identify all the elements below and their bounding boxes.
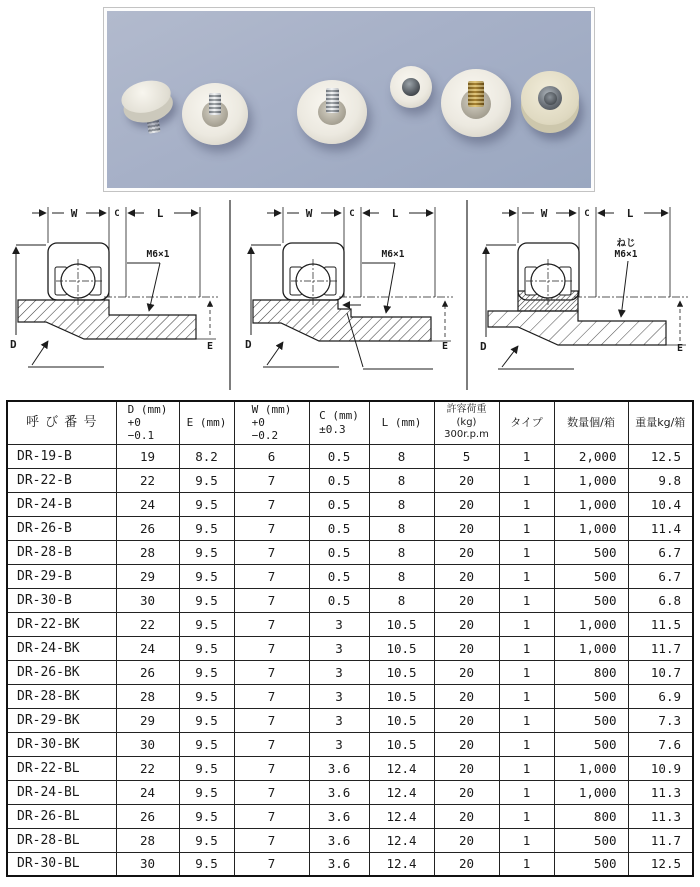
column-header: 数量個/箱: [554, 401, 628, 444]
value-cell: 1,000: [554, 468, 628, 492]
value-cell: 3: [309, 708, 369, 732]
spec-table-header-row: [7, 401, 693, 444]
value-cell: 11.3: [628, 804, 693, 828]
value-cell: 7: [234, 828, 309, 852]
value-cell: 500: [554, 540, 628, 564]
table-row: [7, 684, 693, 708]
value-cell: 20: [434, 780, 499, 804]
value-cell: 1,000: [554, 756, 628, 780]
value-cell: 1: [499, 564, 554, 588]
value-cell: 9.5: [179, 828, 234, 852]
technical-diagrams: [0, 199, 700, 391]
value-cell: 20: [434, 852, 499, 876]
dim-label-c: C: [349, 209, 355, 219]
value-cell: 9.5: [179, 492, 234, 516]
value-cell: 10.5: [369, 732, 434, 756]
table-row: [7, 588, 693, 612]
value-cell: 9.5: [179, 540, 234, 564]
value-cell: 20: [434, 636, 499, 660]
value-cell: 29: [116, 708, 179, 732]
value-cell: 24: [116, 636, 179, 660]
value-cell: 3.6: [309, 780, 369, 804]
part-number-cell: DR-19-B: [7, 444, 116, 468]
part-number-cell: DR-26-BK: [7, 660, 116, 684]
value-cell: 3: [309, 684, 369, 708]
value-cell: 3.6: [309, 828, 369, 852]
value-cell: 10.5: [369, 612, 434, 636]
value-cell: 9.5: [179, 684, 234, 708]
value-cell: 0.5: [309, 564, 369, 588]
part-number-cell: DR-29-BK: [7, 708, 116, 732]
value-cell: 6.8: [628, 588, 693, 612]
dim-label-c: C: [584, 209, 590, 219]
value-cell: 9.5: [179, 660, 234, 684]
value-cell: 11.3: [628, 780, 693, 804]
value-cell: 1: [499, 540, 554, 564]
value-cell: 3: [309, 612, 369, 636]
value-cell: 10.5: [369, 708, 434, 732]
dim-label-w: W: [540, 207, 548, 220]
value-cell: 1,000: [554, 780, 628, 804]
value-cell: 9.5: [179, 516, 234, 540]
diagram-type-bl: [478, 199, 696, 391]
value-cell: 3: [309, 660, 369, 684]
value-cell: 7: [234, 804, 309, 828]
value-cell: 8: [369, 468, 434, 492]
table-row: [7, 516, 693, 540]
table-row: [7, 828, 693, 852]
value-cell: 8: [369, 540, 434, 564]
table-row: [7, 564, 693, 588]
part-number-cell: DR-28-BL: [7, 828, 116, 852]
diagram-type-bk: [243, 199, 461, 391]
value-cell: 7: [234, 516, 309, 540]
photo-roller-4-screw-head: [402, 78, 420, 96]
thread-prefix-label: ねじ: [616, 238, 636, 249]
value-cell: 1: [499, 780, 554, 804]
value-cell: 12.4: [369, 780, 434, 804]
value-cell: 7: [234, 852, 309, 876]
table-row: [7, 732, 693, 756]
dim-label-d: D: [480, 340, 487, 353]
value-cell: 10.7: [628, 660, 693, 684]
value-cell: 22: [116, 468, 179, 492]
value-cell: 20: [434, 804, 499, 828]
dim-label-l: L: [391, 207, 399, 220]
value-cell: 3: [309, 636, 369, 660]
value-cell: 1: [499, 852, 554, 876]
value-cell: 20: [434, 516, 499, 540]
table-row: [7, 468, 693, 492]
value-cell: 22: [116, 756, 179, 780]
value-cell: 19: [116, 444, 179, 468]
table-row: [7, 804, 693, 828]
value-cell: 7: [234, 564, 309, 588]
value-cell: 1: [499, 660, 554, 684]
part-number-cell: DR-30-B: [7, 588, 116, 612]
value-cell: 1: [499, 684, 554, 708]
value-cell: 20: [434, 828, 499, 852]
value-cell: 28: [116, 684, 179, 708]
part-number-cell: DR-30-BL: [7, 852, 116, 876]
table-row: [7, 660, 693, 684]
value-cell: 20: [434, 588, 499, 612]
value-cell: 1,000: [554, 612, 628, 636]
value-cell: 2,000: [554, 444, 628, 468]
value-cell: 20: [434, 564, 499, 588]
value-cell: 20: [434, 732, 499, 756]
value-cell: 10.5: [369, 684, 434, 708]
column-header: W (mm) +0 −0.2: [234, 401, 309, 444]
diagram-divider: [229, 200, 231, 390]
value-cell: 9.5: [179, 732, 234, 756]
value-cell: 12.4: [369, 828, 434, 852]
value-cell: 7.6: [628, 732, 693, 756]
value-cell: 800: [554, 660, 628, 684]
value-cell: 1: [499, 444, 554, 468]
value-cell: 11.7: [628, 636, 693, 660]
table-row: [7, 612, 693, 636]
value-cell: 1: [499, 492, 554, 516]
value-cell: 9.5: [179, 564, 234, 588]
value-cell: 3.6: [309, 804, 369, 828]
column-header: タイプ: [499, 401, 554, 444]
spec-table-body: [7, 444, 693, 876]
value-cell: 500: [554, 564, 628, 588]
part-number-cell: DR-24-BL: [7, 780, 116, 804]
product-photo-background: [107, 11, 591, 188]
value-cell: 0.5: [309, 492, 369, 516]
value-cell: 12.5: [628, 444, 693, 468]
photo-roller-3-stud: [326, 88, 339, 113]
table-row: [7, 756, 693, 780]
value-cell: 0.5: [309, 588, 369, 612]
dim-label-d: D: [10, 338, 17, 351]
column-header: C (mm) ±0.3: [309, 401, 369, 444]
value-cell: 11.7: [628, 828, 693, 852]
part-number-cell: DR-29-B: [7, 564, 116, 588]
value-cell: 1: [499, 516, 554, 540]
value-cell: 12.4: [369, 852, 434, 876]
dim-label-e: E: [441, 341, 449, 352]
part-number-cell: DR-28-B: [7, 540, 116, 564]
value-cell: 26: [116, 660, 179, 684]
value-cell: 7: [234, 780, 309, 804]
part-number-cell: DR-22-BK: [7, 612, 116, 636]
value-cell: 1: [499, 756, 554, 780]
value-cell: 20: [434, 612, 499, 636]
table-row: [7, 636, 693, 660]
value-cell: 6.7: [628, 540, 693, 564]
column-header: 呼 び 番 号: [7, 401, 116, 444]
diagram-divider: [466, 200, 468, 390]
value-cell: 500: [554, 732, 628, 756]
value-cell: 10.5: [369, 660, 434, 684]
photo-roller-5-brass-insert: [468, 81, 484, 107]
value-cell: 22: [116, 612, 179, 636]
part-number-cell: DR-28-BK: [7, 684, 116, 708]
value-cell: 1,000: [554, 636, 628, 660]
value-cell: 0.5: [309, 468, 369, 492]
value-cell: 9.5: [179, 588, 234, 612]
value-cell: 8: [369, 564, 434, 588]
value-cell: 10.4: [628, 492, 693, 516]
part-number-cell: DR-26-BL: [7, 804, 116, 828]
value-cell: 9.5: [179, 612, 234, 636]
value-cell: 7: [234, 588, 309, 612]
value-cell: 1,000: [554, 516, 628, 540]
value-cell: 8: [369, 444, 434, 468]
value-cell: 7: [234, 636, 309, 660]
value-cell: 9.5: [179, 468, 234, 492]
value-cell: 9.5: [179, 804, 234, 828]
table-row: [7, 540, 693, 564]
photo-roller-2-stud: [209, 93, 221, 115]
value-cell: 9.5: [179, 852, 234, 876]
column-header: 許容荷重 (kg) 300r.p.m: [434, 401, 499, 444]
value-cell: 7.3: [628, 708, 693, 732]
value-cell: 1: [499, 828, 554, 852]
value-cell: 20: [434, 708, 499, 732]
value-cell: 7: [234, 732, 309, 756]
value-cell: 9.8: [628, 468, 693, 492]
value-cell: 500: [554, 708, 628, 732]
dim-label-l: L: [156, 207, 164, 220]
dim-label-w: W: [305, 207, 313, 220]
value-cell: 7: [234, 492, 309, 516]
dim-label-e: E: [676, 343, 684, 354]
value-cell: 8: [369, 492, 434, 516]
value-cell: 12.5: [628, 852, 693, 876]
spec-table: [6, 400, 694, 877]
value-cell: 11.4: [628, 516, 693, 540]
value-cell: 30: [116, 588, 179, 612]
value-cell: 1: [499, 588, 554, 612]
value-cell: 0.5: [309, 444, 369, 468]
column-header: E (mm): [179, 401, 234, 444]
value-cell: 10.5: [369, 636, 434, 660]
table-row: [7, 852, 693, 876]
thread-label: M6×1: [381, 249, 405, 260]
dim-label-w: W: [70, 207, 78, 220]
value-cell: 30: [116, 852, 179, 876]
value-cell: 7: [234, 468, 309, 492]
table-row: [7, 492, 693, 516]
value-cell: 9.5: [179, 708, 234, 732]
value-cell: 20: [434, 660, 499, 684]
value-cell: 6.7: [628, 564, 693, 588]
value-cell: 7: [234, 708, 309, 732]
part-number-cell: DR-22-BL: [7, 756, 116, 780]
value-cell: 7: [234, 756, 309, 780]
value-cell: 8.2: [179, 444, 234, 468]
value-cell: 3.6: [309, 756, 369, 780]
value-cell: 0.5: [309, 540, 369, 564]
value-cell: 29: [116, 564, 179, 588]
value-cell: 7: [234, 612, 309, 636]
value-cell: 3: [309, 732, 369, 756]
value-cell: 20: [434, 492, 499, 516]
part-number-cell: DR-30-BK: [7, 732, 116, 756]
value-cell: 10.9: [628, 756, 693, 780]
value-cell: 26: [116, 804, 179, 828]
table-row: [7, 708, 693, 732]
value-cell: 500: [554, 852, 628, 876]
value-cell: 1: [499, 636, 554, 660]
value-cell: 800: [554, 804, 628, 828]
value-cell: 1: [499, 708, 554, 732]
value-cell: 20: [434, 540, 499, 564]
photo-roller-6-nut-core: [544, 92, 557, 105]
value-cell: 3.6: [309, 852, 369, 876]
value-cell: 28: [116, 828, 179, 852]
thread-label: M6×1: [146, 249, 170, 260]
value-cell: 30: [116, 732, 179, 756]
column-header: D (mm) +0 −0.1: [116, 401, 179, 444]
table-row: [7, 444, 693, 468]
value-cell: 8: [369, 516, 434, 540]
dim-label-l: L: [626, 207, 634, 220]
value-cell: 1,000: [554, 492, 628, 516]
dim-label-d: D: [245, 338, 252, 351]
part-number-cell: DR-22-B: [7, 468, 116, 492]
part-number-cell: DR-24-B: [7, 492, 116, 516]
part-number-cell: DR-26-B: [7, 516, 116, 540]
dim-label-c: C: [114, 209, 120, 219]
value-cell: 7: [234, 660, 309, 684]
value-cell: 7: [234, 540, 309, 564]
value-cell: 6: [234, 444, 309, 468]
value-cell: 11.5: [628, 612, 693, 636]
value-cell: 20: [434, 684, 499, 708]
photo-roller-1: [116, 76, 179, 135]
value-cell: 24: [116, 492, 179, 516]
dim-label-e: E: [206, 341, 214, 352]
value-cell: 5: [434, 444, 499, 468]
value-cell: 1: [499, 612, 554, 636]
value-cell: 1: [499, 468, 554, 492]
diagram-type-b: [8, 199, 226, 391]
value-cell: 26: [116, 516, 179, 540]
value-cell: 20: [434, 468, 499, 492]
value-cell: 9.5: [179, 636, 234, 660]
thread-label: M6×1: [614, 249, 638, 260]
value-cell: 8: [369, 588, 434, 612]
value-cell: 7: [234, 684, 309, 708]
value-cell: 500: [554, 684, 628, 708]
value-cell: 12.4: [369, 804, 434, 828]
column-header: L (mm): [369, 401, 434, 444]
value-cell: 28: [116, 540, 179, 564]
value-cell: 6.9: [628, 684, 693, 708]
value-cell: 1: [499, 804, 554, 828]
value-cell: 12.4: [369, 756, 434, 780]
product-photo: [103, 7, 595, 192]
column-header: 重量kg/箱: [628, 401, 693, 444]
value-cell: 24: [116, 780, 179, 804]
value-cell: 1: [499, 732, 554, 756]
value-cell: 0.5: [309, 516, 369, 540]
value-cell: 500: [554, 828, 628, 852]
value-cell: 9.5: [179, 780, 234, 804]
table-row: [7, 780, 693, 804]
value-cell: 500: [554, 588, 628, 612]
part-number-cell: DR-24-BK: [7, 636, 116, 660]
value-cell: 9.5: [179, 756, 234, 780]
value-cell: 20: [434, 756, 499, 780]
